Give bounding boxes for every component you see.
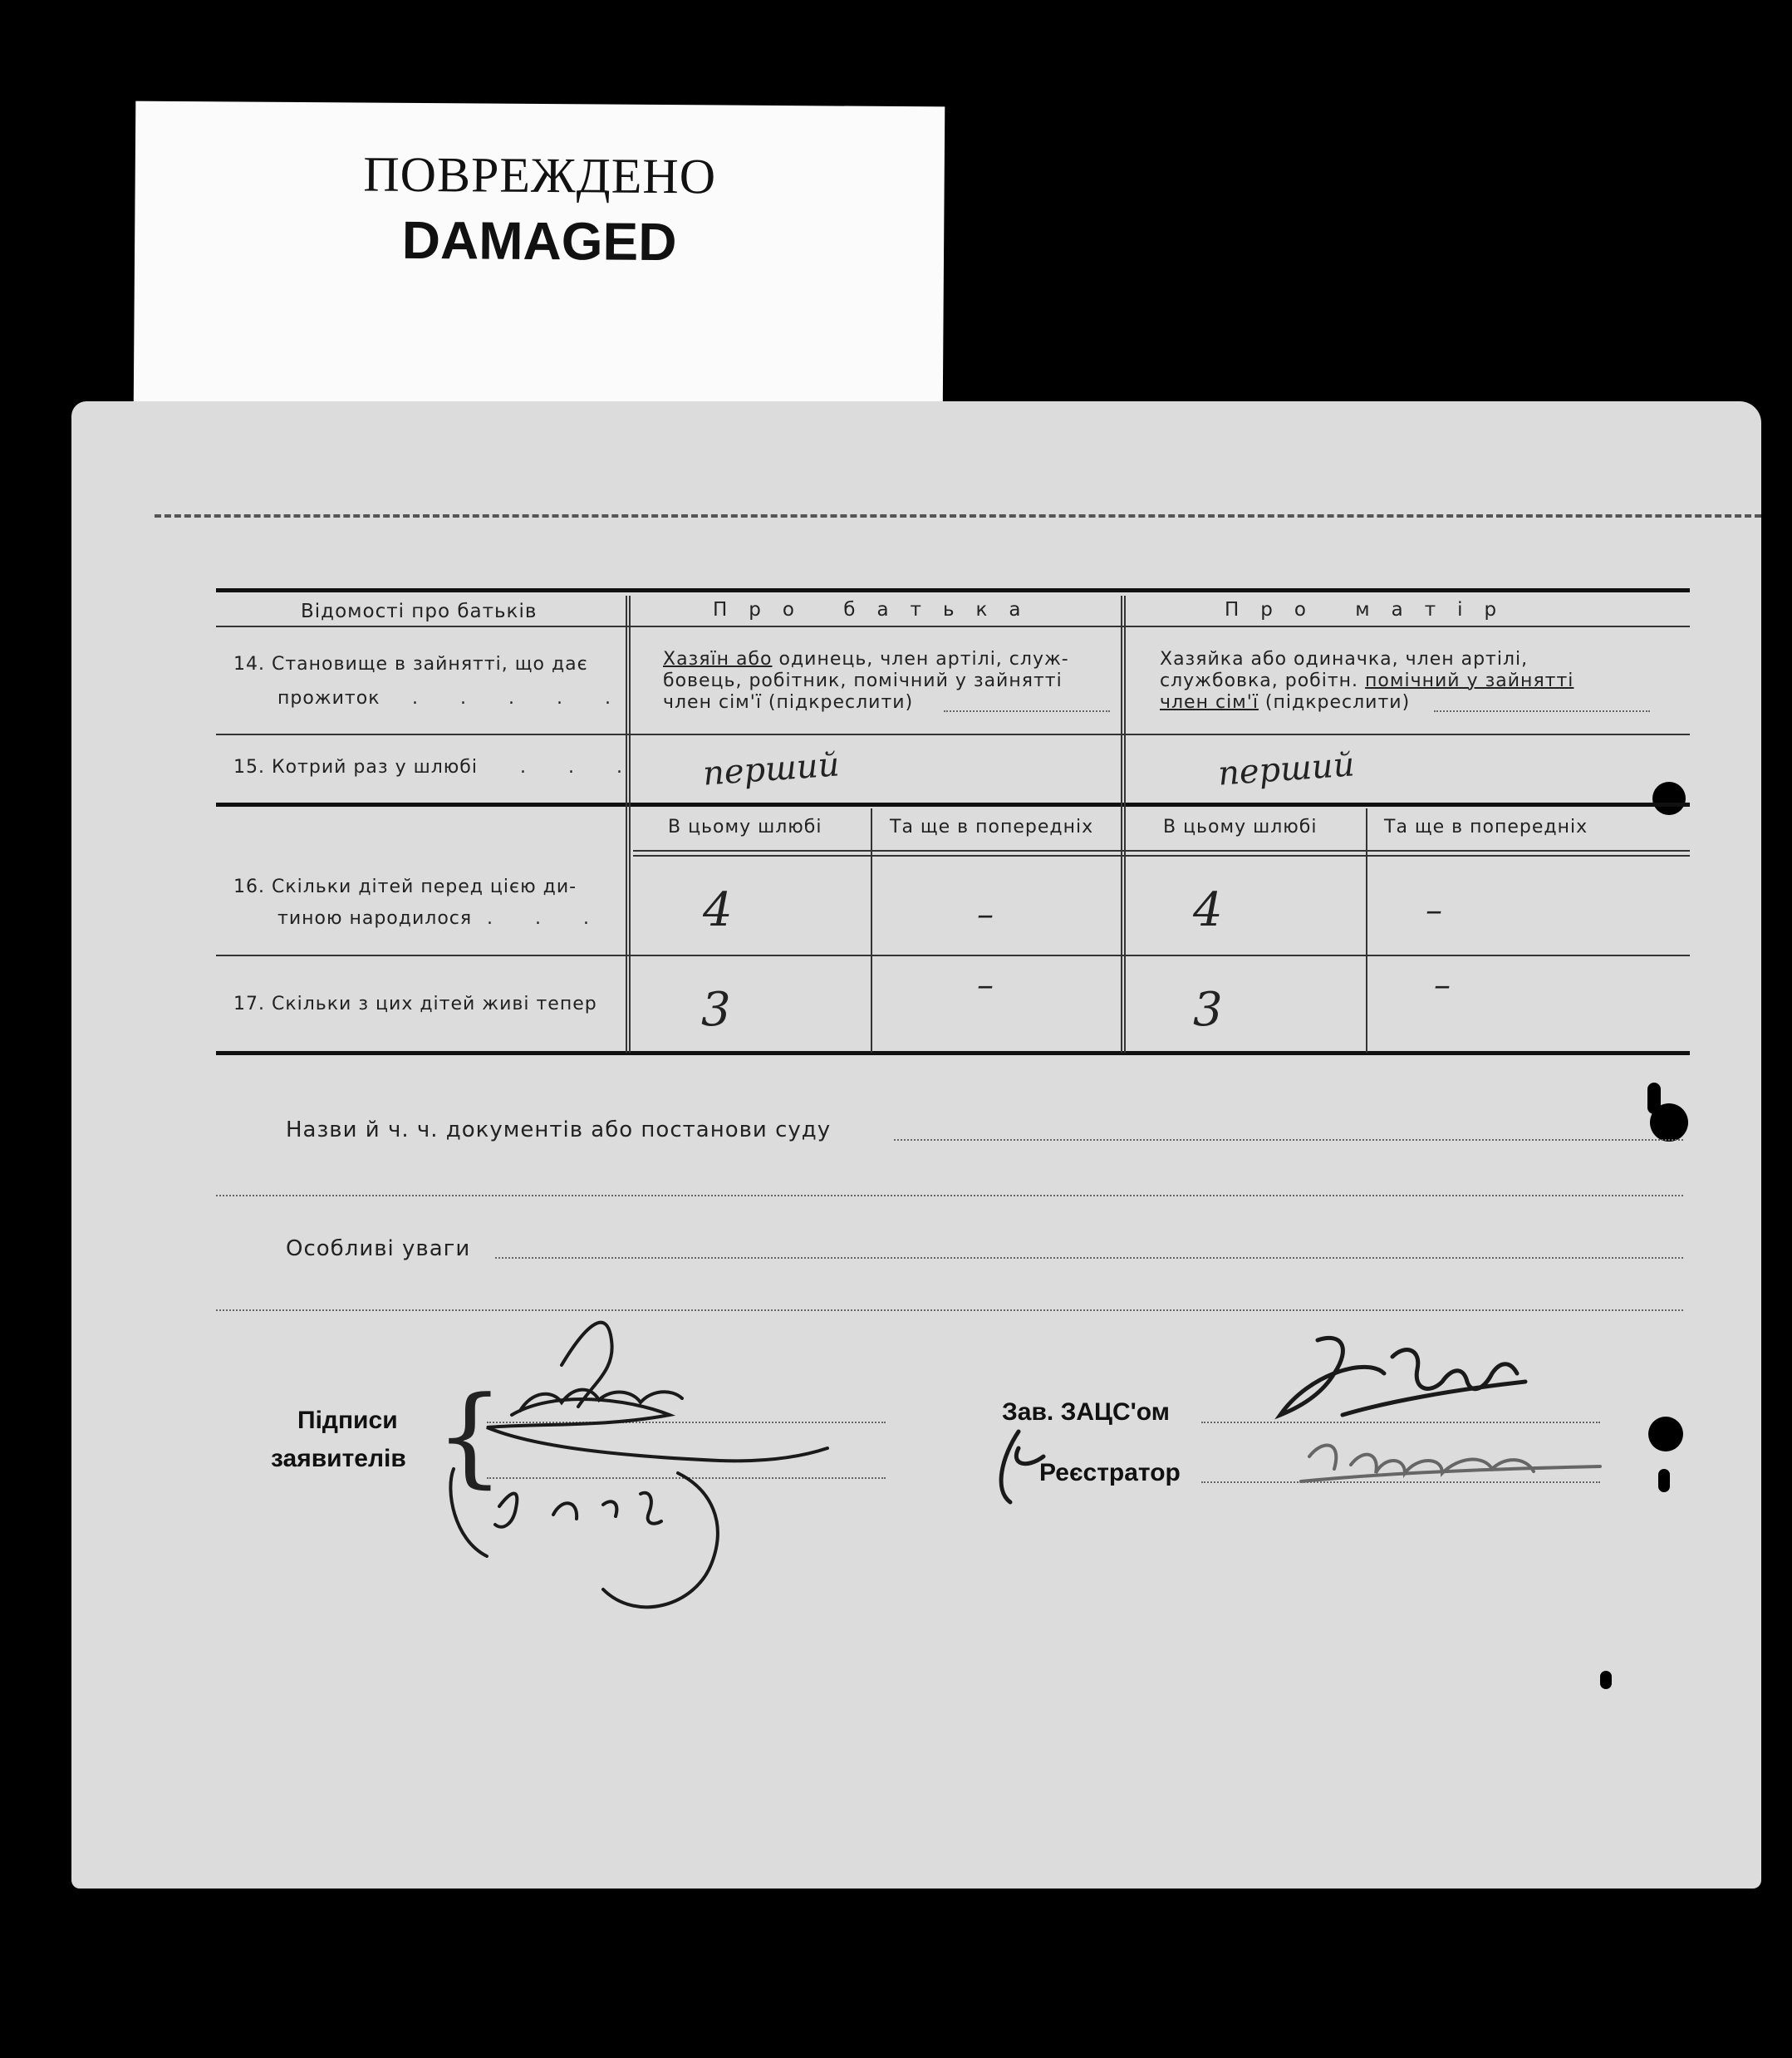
head-label: Зав. ЗАЦС'ом — [1002, 1398, 1170, 1426]
row16-label: 16. Скільки дітей перед цією ди- — [233, 877, 577, 897]
subheader-father-this: В цьому шлюбі — [668, 817, 822, 837]
row14-father-text: одинець, член артілі, служ- — [772, 649, 1069, 670]
remarks-line — [495, 1257, 1683, 1259]
signature-stroke — [495, 1493, 661, 1527]
punch-hole — [1648, 1417, 1683, 1451]
signature-stroke — [603, 1473, 718, 1607]
applicant-signatures — [437, 1290, 1019, 1648]
header-mother: Про матір — [1225, 599, 1519, 621]
row14-mother-line1: Хазяйка або одиначка, член артілі, — [1160, 649, 1529, 670]
stamp-text-en: DAMAGED — [401, 209, 677, 273]
row17-mother-prev: – — [1434, 966, 1451, 1004]
row17-father-prev: – — [977, 966, 994, 1004]
underlined-choice: помічний у зайнятті — [1365, 670, 1574, 691]
row15-label-dots: . . . — [520, 757, 641, 778]
row16-mother-prev: – — [1426, 891, 1442, 930]
column-divider — [626, 596, 627, 1053]
registrar-label: Реєстратор — [1039, 1459, 1181, 1486]
row16-father-prev: – — [977, 896, 994, 934]
row14-father-line2: бовець, робітник, помічний у зайнятті — [663, 670, 1063, 691]
header-info: Відомості про батьків — [301, 601, 538, 622]
row15-father-handwritten: перший — [701, 745, 841, 793]
row14-label-cont: прожиток — [277, 688, 380, 709]
table-top-rule — [216, 588, 1690, 592]
documents-label: Назви й ч. ч. документів або постанови суду — [286, 1117, 832, 1142]
table-bottom-rule — [216, 1051, 1690, 1055]
underlined-choice: Хазяїн або — [663, 649, 773, 670]
row14-father-line3: член сім'ї (підкреслити) — [663, 692, 914, 713]
subheader-rule — [633, 850, 1690, 857]
table-header-rule — [216, 626, 1690, 627]
row14-rule — [216, 734, 1690, 735]
documents-line — [894, 1139, 1683, 1141]
perforation-line — [155, 514, 1761, 518]
subheader-father-prev: Та ще в попередніх — [890, 817, 1094, 837]
subheader-mother-prev: Та ще в попередніх — [1384, 817, 1588, 837]
row17-mother-this: 3 — [1193, 983, 1223, 1037]
stamp-text-ru: ПОВРЕЖДЕНО — [363, 146, 717, 204]
subcolumn-divider — [871, 808, 872, 1053]
subcolumn-divider — [1366, 808, 1367, 1053]
punch-hole — [1647, 1083, 1661, 1114]
row16-father-this: 4 — [703, 883, 733, 937]
row14-label-dots: . . . . . — [412, 688, 629, 709]
row15-label: 15. Котрий раз у шлюбі — [233, 757, 478, 778]
column-divider — [1124, 596, 1126, 1053]
applicants-label: Підписи — [297, 1407, 398, 1434]
row14-mother-text: (підкреслити) — [1258, 692, 1411, 713]
document-sheet — [71, 401, 1761, 1889]
row17-label: 17. Скільки з цих дітей живі тепер — [233, 994, 597, 1014]
row16-label-dots: . . . — [487, 908, 607, 929]
row14-mother-line2 — [1160, 670, 1574, 691]
punch-hole — [1658, 1469, 1670, 1492]
applicants-label-cont: заявителів — [271, 1445, 406, 1472]
punch-hole — [1637, 2030, 1651, 2058]
row14-mother-text: службовка, робітн. — [1160, 670, 1366, 691]
signature-stroke — [450, 1469, 487, 1556]
official-signatures — [952, 1324, 1633, 1540]
punch-hole — [1600, 1671, 1612, 1689]
signature-stroke — [520, 1390, 682, 1411]
documents-line-2 — [216, 1195, 1683, 1196]
column-divider — [1121, 596, 1122, 1053]
row14-mother-dots — [1434, 710, 1650, 712]
row14-label: 14. Становище в зайнятті, що дає — [233, 654, 588, 675]
subheader-mother-this: В цьому шлюбі — [1163, 817, 1318, 837]
underlined-choice: член сім'ї — [1160, 692, 1259, 713]
applicants-brace: { — [435, 1373, 504, 1499]
row14-father-line1 — [663, 649, 1069, 670]
row17-father-this: 3 — [701, 983, 731, 1037]
signature-stroke — [1001, 1432, 1043, 1502]
registrar-signature-stroke — [1301, 1466, 1600, 1481]
row16-mother-this: 4 — [1193, 883, 1223, 937]
damaged-stamp-card — [134, 101, 945, 419]
row14-mother-line3 — [1160, 692, 1410, 713]
header-father: Про батька — [713, 599, 1043, 621]
row15-rule — [216, 803, 1690, 807]
row14-father-dots — [944, 710, 1110, 712]
row16-rule — [216, 955, 1690, 956]
signature-stroke — [1280, 1338, 1384, 1415]
remarks-label: Особливі уваги — [286, 1236, 471, 1261]
row15-mother-handwritten: перший — [1216, 745, 1356, 793]
row16-label-cont: тиною народилося — [277, 908, 473, 929]
punch-hole — [1652, 782, 1686, 815]
column-divider — [629, 596, 631, 1053]
